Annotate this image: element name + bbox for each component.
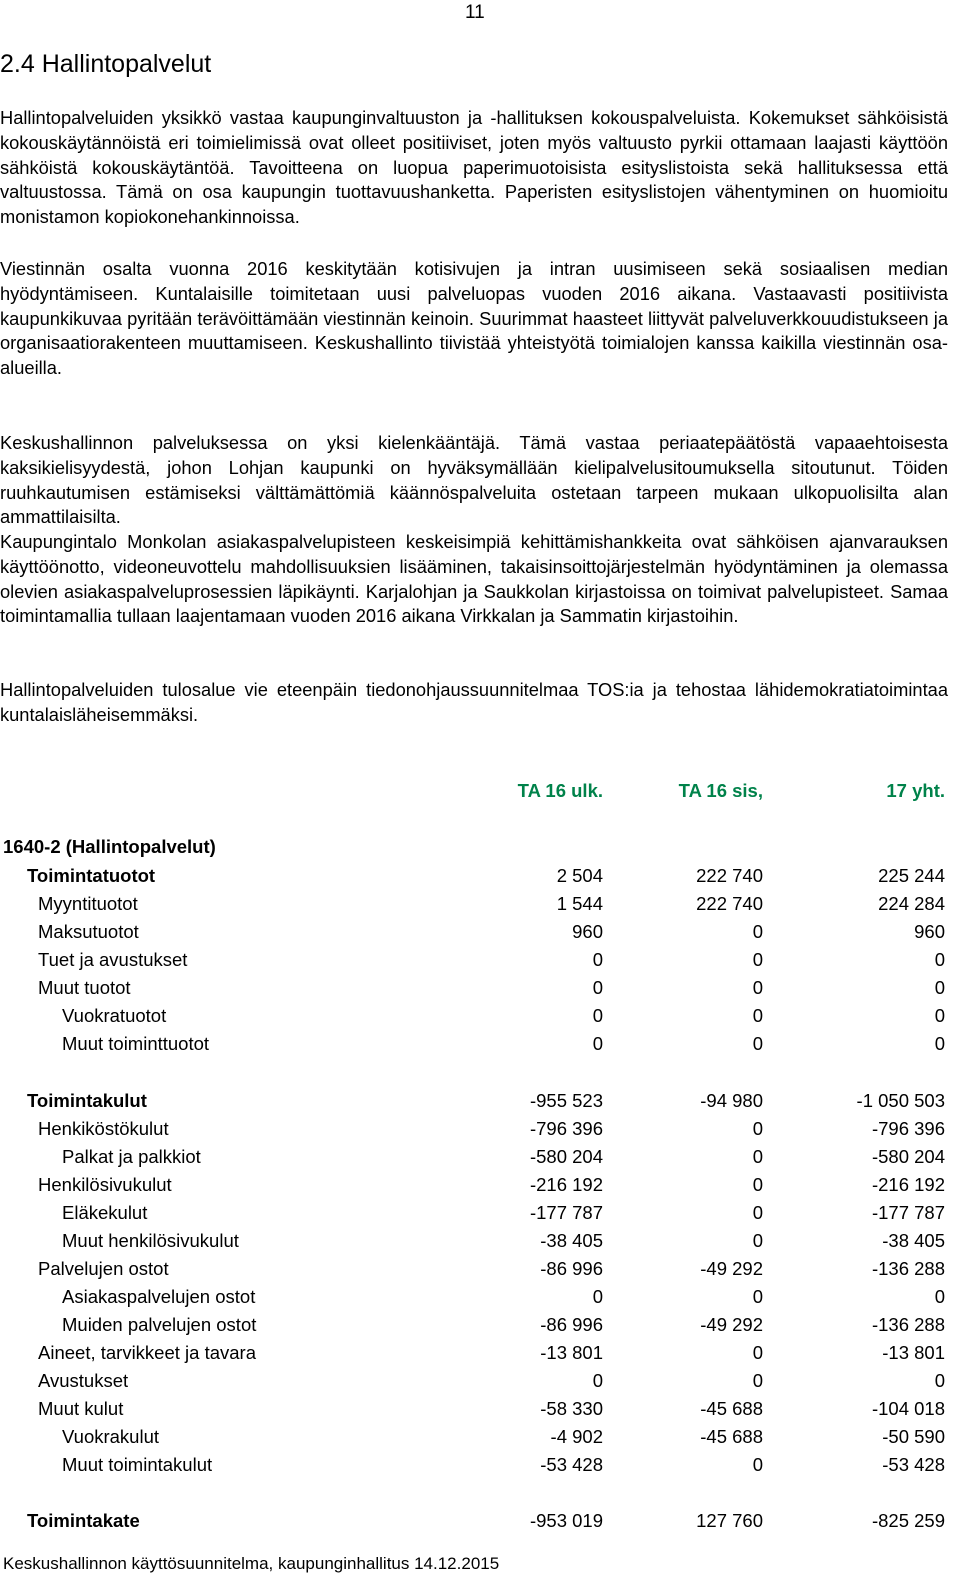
paragraph-information-management: Hallintopalveluiden tulosalue vie eteenpäin tiedonohjaussuunnitelmaa TOS:ia ja tehostaa lähidemokratiatoimintaa kuntalaisläheisemmäksi. (0, 679, 948, 725)
value-internal: -45 688 (700, 1398, 763, 1419)
value-total: -796 396 (871, 1118, 945, 1139)
value-internal: 222 740 (696, 893, 763, 914)
value-external: 0 (592, 949, 603, 970)
table-row (0, 1115, 948, 1143)
value-external: 0 (592, 1286, 603, 1307)
value-total: 960 (914, 921, 945, 942)
table-row (0, 974, 948, 1002)
value-internal: -49 292 (700, 1314, 763, 1335)
row-label: Vuokratuotot (62, 1005, 167, 1026)
value-total: -53 428 (882, 1454, 945, 1475)
value-total: 0 (934, 949, 945, 970)
table-row (0, 1199, 948, 1227)
row-label: Myyntituotot (38, 893, 138, 914)
value-total: 225 244 (878, 865, 945, 886)
value-internal: 0 (752, 1286, 763, 1307)
paragraph-communications: Viestinnän osalta vuonna 2016 keskitytään kotisivujen ja intran uusimiseen sekä sosiaalisen median hyödyntämiseen. Kuntalaisille toimitetaan uusi palveluopas vuoden 2016 aikana. Vastaavasti positiivista kaupunkikuvaa pyritään terävöittämään viestinnän keinoin. Suurimmat haasteet liittyvät palveluverkkouudistukseen ja organisaatiorakenteen muuttamiseen. Keskushallinto tiivistää yhteistyötä toimialojen kanssa kaikilla viestinnän osa-alueilla. (0, 258, 948, 379)
value-total: 0 (934, 1286, 945, 1307)
value-external: -86 996 (540, 1314, 603, 1335)
paragraph-translation: Keskushallinnon palveluksessa on yksi kielenkääntäjä. Tämä vastaa periaatepäätöstä vapaaehtoisesta kaksikielisyydestä, johon Lohjan kaupunki on hyväksymällään kielipalvelusitoumuksella sitoutunut. Töiden ruuhkautumisen estämiseksi välttämättömiä käännöspalveluita ostetaan tarpeen mukaan ulkopuolisilta alan ammattilaisilta. (0, 432, 948, 528)
table-row (0, 1283, 948, 1311)
value-internal: -45 688 (700, 1426, 763, 1447)
value-internal: -94 980 (700, 1090, 763, 1111)
value-total: -1 050 503 (856, 1090, 945, 1111)
row-label: Toimintakate (27, 1510, 140, 1531)
value-external: -177 787 (529, 1202, 603, 1223)
value-total: 0 (934, 1370, 945, 1391)
value-total: -825 259 (871, 1510, 945, 1531)
value-internal: 0 (752, 1230, 763, 1251)
row-label: Aineet, tarvikkeet ja tavara (38, 1342, 256, 1363)
column-header-external: TA 16 ulk. (517, 780, 603, 801)
value-external: 0 (592, 1005, 603, 1026)
table-row (0, 918, 948, 946)
value-internal: 0 (752, 1342, 763, 1363)
value-external: -53 428 (540, 1454, 603, 1475)
table-row (0, 946, 948, 974)
value-internal: 0 (752, 1174, 763, 1195)
row-label: Asiakaspalvelujen ostot (62, 1286, 256, 1307)
row-label: Henkilösivukulut (38, 1174, 172, 1195)
value-internal: 0 (752, 977, 763, 998)
value-external: -580 204 (529, 1146, 603, 1167)
table-row (0, 1143, 948, 1171)
value-internal: 0 (752, 1033, 763, 1054)
value-external: -953 019 (529, 1510, 603, 1531)
value-internal: 0 (752, 1454, 763, 1475)
value-total: 224 284 (878, 893, 945, 914)
value-external: 0 (592, 1033, 603, 1054)
table-row (0, 1451, 948, 1479)
value-total: -177 787 (871, 1202, 945, 1223)
value-external: 1 544 (556, 893, 603, 914)
row-label: Palkat ja palkkiot (62, 1146, 201, 1167)
value-internal: 127 760 (696, 1510, 763, 1531)
value-external: -86 996 (540, 1258, 603, 1279)
value-total: -136 288 (871, 1314, 945, 1335)
value-external: -58 330 (540, 1398, 603, 1419)
table-row (0, 1423, 948, 1451)
table-row (0, 1171, 948, 1199)
value-external: -4 902 (550, 1426, 603, 1447)
value-internal: 0 (752, 1370, 763, 1391)
row-label: Muut tuotot (38, 977, 131, 998)
value-internal: 0 (752, 1146, 763, 1167)
row-label: Palvelujen ostot (38, 1258, 169, 1279)
value-internal: 0 (752, 1202, 763, 1223)
value-external: 0 (592, 977, 603, 998)
paragraph-meetings: Hallintopalveluiden yksikkö vastaa kaupunginvaltuuston ja -hallituksen kokouspalveluista. Kokemukset sähköisistä kokouskäytännöistä eri toimielimissä ovat olleet positiiviset, joten myös valtuusto pyrkii ottamaan laajasti käyttöön sähköistä kokouskäytäntöä. Tavoitteena on luopua paperimuotoisista esityslistoista sekä hallituksessa että valtuustossa. Tämä on osa kaupungin tuottavuushanketta. Paperisten esityslistojen vähentyminen on huomioitu monistamon kopiokonehankinnoissa. (0, 107, 948, 228)
column-header-internal: TA 16 sis, (678, 780, 763, 801)
row-label: Muut toiminttuotot (62, 1033, 210, 1054)
value-external: -796 396 (529, 1118, 603, 1139)
value-external: 0 (592, 1370, 603, 1391)
unit-title: 1640-2 (Hallintopalvelut) (3, 836, 216, 857)
row-label: Avustukset (38, 1370, 129, 1391)
value-total: 0 (934, 977, 945, 998)
value-external: -38 405 (540, 1230, 603, 1251)
row-label: Tuet ja avustukset (38, 949, 188, 970)
table-row (0, 1507, 948, 1535)
value-total: -50 590 (882, 1426, 945, 1447)
value-internal: 0 (752, 921, 763, 942)
row-label: Henkiköstökulut (38, 1118, 169, 1139)
value-total: -38 405 (882, 1230, 945, 1251)
page-number: 11 (465, 2, 485, 23)
table-row (0, 1087, 948, 1115)
table-row (0, 1030, 948, 1058)
value-internal: 0 (752, 1118, 763, 1139)
table-row (0, 1227, 948, 1255)
value-total: -580 204 (871, 1146, 945, 1167)
table-row (0, 1002, 948, 1030)
paragraph-customer-service: Kaupungintalo Monkolan asiakaspalvelupisteen keskeisimpiä kehittämishankkeita ovat sähköisen ajanvarauksen käyttöönotto, videoneuvottelu mahdollisuuksien lisääminen, takaisinsoittojärjestelmän hyödyntäminen ja olemassa olevien asiakaspalveluprosessien läpikäynti. Karjalohjan ja Saukkolan kirjastoissa on toimivat palvelupisteet. Samaa toimintamallia tullaan laajentamaan vuoden 2016 aikana Virkkalan ja Sammatin kirjastoihin. (0, 531, 948, 627)
value-total: 0 (934, 1033, 945, 1054)
row-label: Toimintatuotot (27, 865, 156, 886)
table-row (0, 890, 948, 918)
value-external: 960 (572, 921, 603, 942)
table-row (0, 1311, 948, 1339)
value-internal: 0 (752, 1005, 763, 1026)
table-row (0, 1367, 948, 1395)
row-label: Muiden palvelujen ostot (62, 1314, 257, 1335)
value-total: -13 801 (882, 1342, 945, 1363)
value-external: -13 801 (540, 1342, 603, 1363)
value-total: 0 (934, 1005, 945, 1026)
value-total: -216 192 (871, 1174, 945, 1195)
row-label: Vuokrakulut (62, 1426, 160, 1447)
section-heading: 2.4 Hallintopalvelut (0, 50, 212, 78)
value-external: -955 523 (529, 1090, 603, 1111)
value-external: -216 192 (529, 1174, 603, 1195)
value-internal: 0 (752, 949, 763, 970)
row-label: Eläkekulut (62, 1202, 148, 1223)
row-label: Muut kulut (38, 1398, 124, 1419)
table-row (0, 1255, 948, 1283)
table-row (0, 1339, 948, 1367)
value-internal: -49 292 (700, 1258, 763, 1279)
row-label: Maksutuotot (38, 921, 139, 942)
value-total: -104 018 (871, 1398, 945, 1419)
value-external: 2 504 (556, 865, 603, 886)
value-internal: 222 740 (696, 865, 763, 886)
row-label: Muut toimintakulut (62, 1454, 213, 1475)
row-label: Muut henkilösivukulut (62, 1230, 239, 1251)
row-label: Toimintakulut (27, 1090, 147, 1111)
footer: Keskushallinnon käyttösuunnitelma, kaupunginhallitus 14.12.2015 (3, 1554, 500, 1573)
value-total: -136 288 (871, 1258, 945, 1279)
table-row (0, 1395, 948, 1423)
table-row (0, 862, 948, 890)
column-header-total: 17 yht. (886, 780, 945, 801)
